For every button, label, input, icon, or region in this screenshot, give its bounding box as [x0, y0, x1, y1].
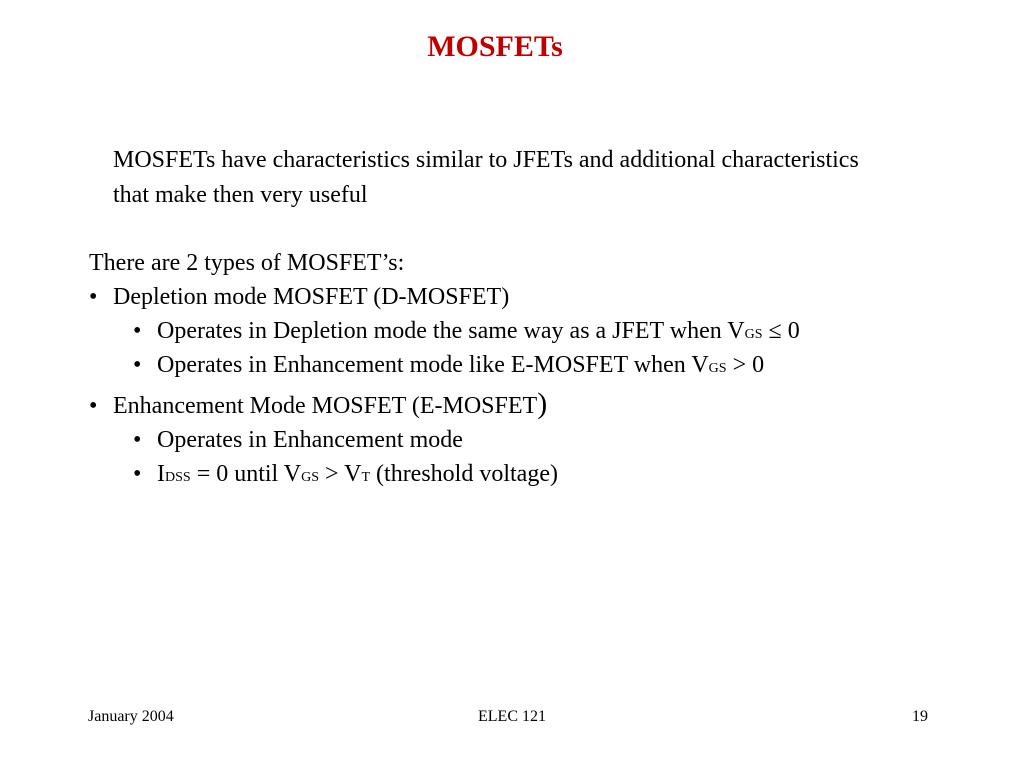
sub-item-text: Operates in Enhancement mode [157, 427, 463, 453]
list-item-depletion [89, 280, 509, 314]
types-heading: There are 2 types of MOSFET’s: [89, 250, 405, 276]
bullet: • [133, 461, 142, 487]
sub-item-text: Operates in Enhancement mode like E-MOSFET when V [157, 352, 709, 378]
bullet: • [89, 393, 98, 419]
subscript-gs: GS [744, 327, 763, 342]
bullet: • [133, 318, 142, 344]
sub-item-condition: > 0 [726, 352, 765, 378]
bullet: • [133, 352, 142, 378]
subscript-dss: DSS [165, 470, 191, 485]
threshold-note: (threshold voltage) [370, 461, 558, 487]
list-item-enhancement [89, 387, 547, 423]
subscript-gs: GS [708, 361, 727, 376]
comparison-text: > V [319, 461, 362, 487]
sub-item-depletion-mode [133, 314, 800, 352]
footer-date: January 2004 [88, 708, 174, 725]
slide-title: MOSFETs [427, 30, 563, 63]
footer-course: ELEC 121 [478, 708, 546, 725]
subscript-t: T [361, 470, 371, 485]
sub-item-enhancement-like [133, 348, 764, 386]
sub-item-text: Operates in Depletion mode the same way as a JFET when V [157, 318, 745, 344]
subscript-gs: GS [301, 470, 320, 485]
symbol-i: I [157, 461, 165, 487]
bullet: • [89, 284, 98, 310]
condition-text: = 0 until V [190, 461, 302, 487]
footer-page-number: 19 [912, 708, 928, 725]
intro-paragraph: MOSFETs have characteristics similar to JFETs and additional characteristics that make then very useful [113, 147, 859, 208]
sub-item-enhancement-mode [133, 423, 463, 457]
list-item-label: Depletion mode MOSFET (D-MOSFET) [113, 284, 510, 310]
sub-item-condition: ≤ 0 [762, 318, 800, 344]
closing-paren: ) [537, 387, 548, 420]
sub-item-threshold [133, 457, 558, 495]
list-item-label: Enhancement Mode MOSFET (E-MOSFET [113, 393, 538, 419]
bullet: • [133, 427, 142, 453]
